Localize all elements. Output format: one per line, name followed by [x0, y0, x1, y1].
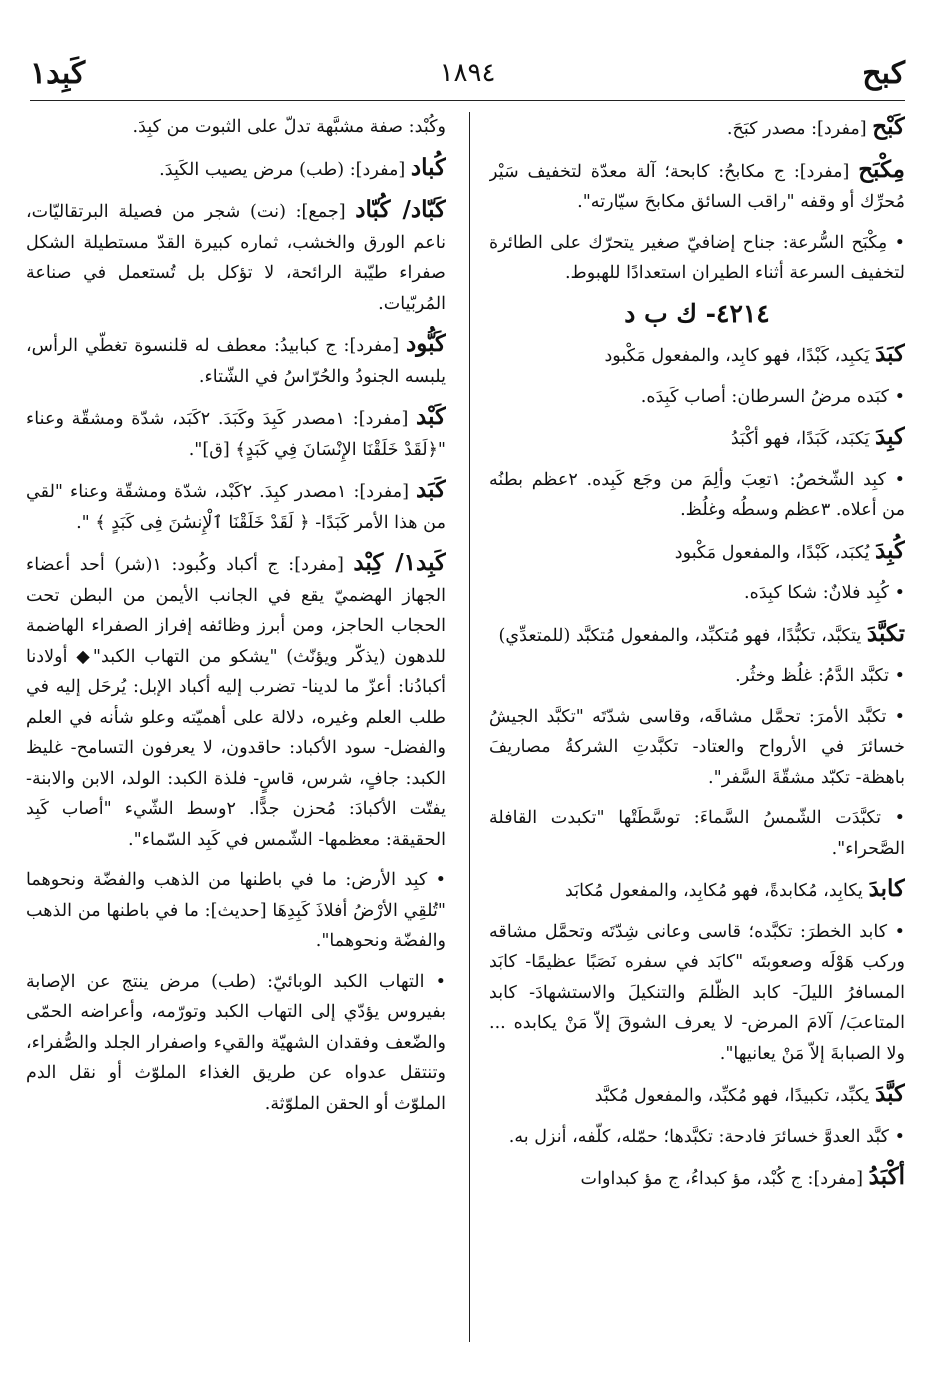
dictionary-entry [26, 548, 446, 855]
entry-definition: يكابِد، مُكابدةً، فهو مُكابِد، والمفعول مُكابَد [564, 881, 869, 901]
dictionary-entry [489, 578, 905, 609]
dictionary-entry [489, 228, 905, 289]
dictionary-entry [26, 195, 446, 319]
entry-headword: كبَدَ [875, 340, 905, 367]
entry-definition: • كُبِد فلانٌ: شكا كبِدَه. [744, 583, 905, 603]
entry-definition: [مفرد]: ج مكابحُ: كابحة؛ آلة معدّة لتخفيف سَيْر مُحرِّك أو وقفه "راقب السائق مكابحَ سيّارته". [489, 161, 905, 212]
entry-definition: • مِكْبَح السُّرعة: جناح إضافيّ صغير يتحرّك على الطائرة لتخفيف السرعة أثناء الطيران استعدادًا للهبوط. [489, 232, 905, 283]
dictionary-entry [489, 803, 905, 864]
dictionary-entry [489, 465, 905, 526]
entry-definition: يَكبِد، كَبْدًا، فهو كابِد، والمفعول مَكْبود [604, 346, 876, 366]
dictionary-entry [489, 661, 905, 692]
entry-definition: [مفرد]: ١مصدر كَبِدَ وكَبَدَ. ٢كَبَد، شدّة ومشقّة وعناء "﴿لَقَدْ خَلَقْنَا الإِنْسَانَ فِي كَبَدٍ﴾ [ق]". [26, 409, 446, 460]
entry-definition: وكُبْد: صفة مشبَّهة تدلّ على الثبوت من كبِدَ. [132, 117, 446, 137]
dictionary-entry [489, 382, 905, 413]
entry-definition: • تكبَّد الأمرَ: تحمَّل مشاقَه، وقاسى شدّتَه "تكبَّد الجيشُ خسائرَ في الأرواح والعتاد- تكبَّدتِ الشركةُ مصاريفَ باهظة- تكبّد مشقّةَ السَّفر". [489, 706, 905, 788]
entry-definition: [مفرد]: (طب) مرض يصيب الكَبِدَ. [159, 159, 411, 180]
page-header [30, 50, 905, 100]
entry-definition: [مفرد]: ١مصدر كبِدَ. ٢كَبْد، شدّة ومشقّة وعناء "لقي من هذا الأمر كَبَدًا- ﴿ لَقَدْ خَلَقْنَا ٱلْإِنسَٰنَ فِى كَبَدٍ ﴾ ". [26, 482, 446, 533]
entry-definition: [مفرد]: ج كُبْد، مؤ كبداءُ، ج مؤ كبداوات [580, 1169, 869, 1189]
entry-definition: [مفرد]: ج كبابيدُ: معطف له قلنسوة تغطّي الرأس، يلبسه الجنودُ والحُرّاسُ في الشّتاء. [26, 336, 446, 387]
entry-definition: يكبِّد، تكبيدًا، فهو مُكبِّد، والمفعول مُكبَّد [594, 1086, 876, 1106]
root-heading: ٤٢١٤- ك ب د [624, 298, 770, 328]
dictionary-entry [489, 339, 905, 372]
entry-definition: • كبَّد العدوَّ خسائرَ فادحة: تكبَّدها؛ حمّله، كلّفه، أنزل به. [508, 1126, 905, 1147]
entry-definition: يتكبَّد، تكبُّدًا، فهو مُتكبِّد، والمفعول مُتكبَّد (للمتعدِّي) [498, 625, 867, 646]
entry-headword: كَبْد [416, 403, 446, 430]
entry-definition: • كبَده مرضُ السرطان: أصاب كَبِدَه. [640, 386, 905, 407]
entry-headword: كَبِد١/ كِبْد [353, 549, 446, 576]
dictionary-entry [489, 702, 905, 794]
entry-definition: يَكبَد، كَبَدًا، فهو أكْبَدُ [730, 429, 876, 449]
dictionary-entry [489, 1079, 905, 1112]
left-column [26, 112, 446, 1352]
entry-headword: كبِدَ [875, 423, 905, 450]
dictionary-entry [489, 155, 905, 218]
dictionary-entry [489, 1122, 905, 1153]
entry-headword: أكْبَدُ [868, 1163, 905, 1190]
entry-definition: • كبِد الأرض: ما في باطنها من الذهب والفضّة ونحوهما "تُلقِي الأرْضُ أفلاذَ كَبِدِهَا [حديث]: ما في باطنها من الذهب والفضّة ونحوهما". [26, 870, 446, 951]
dictionary-entry [489, 619, 905, 652]
entry-definition: • كبِد الشّخصُ: ١تعِبَ وألِمَ من وجَع كَبِده. ٢عظم بطنُه من أعلاه. ٣عظم وسطُه وغلُظ. [489, 469, 905, 520]
entry-headword: كَبَد [416, 476, 446, 503]
entry-definition: [مفرد]: ج أكباد وكُبود: ١(شر) أحد أعضاء الجهاز الهضميّ يقع في الجانب الأيمن من البطن تحت الحجاب الحاجز، ومن أبرز وظائفه إفراز الصفراء الهاضمة للدهون (يذكّر ويؤنّث) "يشكو من التهاب الكبد"◆ أولادنا أكبادُنا: أعزّ ما لدينا- تضرب إليه أكباد الإبل: يُرحَل إليه في طلب العلم وغيره، دلالة على أهميّته وعلو شأنه في العلم والفضل- سود الأكباد: حاقدون، لا يعرفون التسامح- غليظ الكبد: جافٍ، شرس، قاسٍ- فلذة الكبد: الولد، الابن والابنة- يفتّت الأكبادَ: مُحزن جدًّا. ٢وسط الشّيء "أصاب كَبِد الحقيقة: معظمها- الشّمس في كَبِد السّماء". [26, 555, 446, 850]
entry-headword: تكبَّدَ [866, 619, 905, 647]
dictionary-entry [26, 475, 446, 538]
entry-headword: كُبِدَ [875, 536, 905, 564]
dictionary-entry [26, 112, 446, 143]
entry-definition: [مفرد]: مصدر كبَحَ. [726, 119, 873, 139]
header-first-word: كبح [862, 56, 905, 91]
entry-headword: كَبُّود [405, 330, 446, 357]
header-last-word: كَبِد١ [30, 56, 86, 91]
dictionary-entry [26, 402, 446, 465]
entry-definition: يُكبَد، كَبْدًا، والمفعول مَكْبود [674, 542, 876, 563]
dictionary-entry [489, 112, 905, 145]
entry-definition: • التهاب الكبد الوبائيّ: (طب) مرض ينتج عن الإصابة بفيروس يؤدّي إلى التهاب الكبد وتورّمه، وأعراضه الحمّى والضّعف وفقدان الشهيّة والقيء واصفرار الجلد والصُّفراء، وتنتقل عدواه عن طريق الغذاء الملوّث أو نقل الدم الملوّث أو الحقن الملوّثة. [26, 971, 446, 1114]
dictionary-entry [489, 422, 905, 455]
entry-headword: مِكْبَح [858, 155, 905, 183]
dictionary-entry [26, 865, 446, 957]
entry-definition: [جمع]: (نت) شجر من فصيلة البرتقاليّات، ناعم الورق والخشب، ثماره كبيرة القدّ مستطيلة الشكل صفراء طيّبة الرائحة، لا تؤكل بل تُستعمل في صناعة المُربّيات. [26, 202, 446, 314]
entry-headword: كَبّاد/ كُبّاد [355, 196, 446, 223]
dictionary-entry [489, 536, 905, 569]
entry-definition: • تكبَّدَت الشّمسُ السَّماءَ: توسَّطَتْها "تكبدت القافلة الصَّحراء". [489, 808, 905, 859]
right-column [489, 112, 905, 1352]
header-rule [30, 100, 905, 101]
dictionary-entry [26, 329, 446, 392]
entry-definition: • تكبَّد الدَّمُ: غلُظ وخثُر. [735, 666, 905, 686]
dictionary-entry [489, 1162, 905, 1195]
dictionary-entry [26, 967, 446, 1120]
column-divider [469, 112, 470, 1342]
dictionary-entry [489, 917, 905, 1070]
entry-headword: كُباد [410, 153, 446, 181]
entry-definition: • كابد الخطرَ: تكبَّده؛ قاسى وعانى شِدّتَه وتحمَّل مشاقه وركب هَوْلَه وصعوبتَه "كابَد في سفره نَصَبًا عظيمًا- كابَد المسافرُ الليلَ- كابد الظّلمَ والتنكيلَ والاستشهادَ- كابد المتاعبَ/ آلامَ المرض- لا يعرف الشوقَ إلاّ مَنْ يكابده ... ولا الصبابةَ إلاّ مَنْ يعانيها". [489, 921, 905, 1064]
dictionary-entry [26, 153, 446, 186]
page-number: ١٨٩٤ [439, 58, 496, 88]
entry-headword: كبَّدَ [875, 1080, 905, 1107]
entry-headword: كابدَ [868, 875, 905, 902]
entry-headword: كَبْح [872, 113, 905, 140]
dictionary-entry [489, 874, 905, 907]
